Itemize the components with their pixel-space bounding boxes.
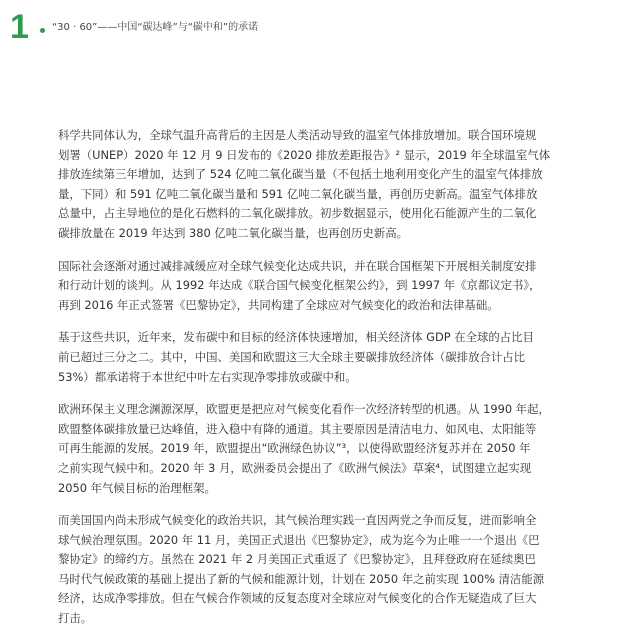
body-text — [58, 126, 590, 642]
text-line: 国际社会逐渐对通过减排减缓应对全球气候变化达成共识，并在联合国框架下开展相关制度安排 — [58, 258, 537, 273]
header-bullet-dot — [40, 28, 45, 33]
text-line: 排放连续第三年增加，达到了 524 亿吨二氧化碳当量（不包括土地利用变化产生的温室气体排放 — [58, 167, 543, 182]
text-line: 53%）都承诺将于本世纪中叶左右实现净零排放或碳中和。 — [58, 369, 357, 384]
text-line: 欧盟整体碳排放量已达峰值，进入稳中有降的通道。其主要原因是清洁电力、如风电、太阳能等 — [58, 421, 537, 436]
paragraph — [58, 400, 590, 498]
text-line: 量，下同）和 591 亿吨二氧化碳当量和 591 亿吨二氧化碳当量，再创历史新高。温室气体排放 — [58, 186, 538, 201]
text-line: 打击。 — [58, 611, 93, 626]
chapter-number: 1 — [10, 8, 29, 46]
paragraph — [58, 126, 590, 244]
paragraph — [58, 257, 590, 316]
text-line: 黎协定》的缔约方。虽然在 2021 年 2 月美国正式重返了《巴黎协定》，且拜登政府在延续奥巴 — [58, 552, 536, 567]
paragraph — [58, 328, 590, 387]
text-line: 划署（UNEP）2020 年 12 月 9 日发布的《2020 排放差距报告》² 显示，2019 年全球温室气体 — [58, 147, 551, 162]
text-line: 之前实现气候中和。2020 年 3 月，欧洲委员会提出了《欧洲气候法》草案⁴，试图建立起实现 — [58, 460, 532, 475]
page-header — [0, 0, 640, 56]
text-line: 总量中，占主导地位的是化石燃料的二氧化碳排放。初步数据显示，使用化石能源产生的二氧化 — [58, 206, 537, 221]
text-line: 可再生能源的发展。2019 年，欧盟提出“欧洲绿色协议”³，以使得欧盟经济复苏并在 2050 年 — [58, 441, 531, 456]
text-line: 而美国国内尚未形成气候变化的政治共识，其气候治理实践一直因两党之争而反复，进而影响全 — [58, 513, 537, 528]
text-line: 前已超过三分之二。其中，中国、美国和欧盟这三大全球主要碳排放经济体（碳排放合计占比 — [58, 349, 526, 364]
text-line: 欧洲环保主义理念渊源深厚，欧盟更是把应对气候变化看作一次经济转型的机遇。从 1990 年起， — [58, 402, 550, 417]
paragraph — [58, 511, 590, 629]
text-line: 科学共同体认为，全球气温升高背后的主因是人类活动导致的温室气体排放增加。联合国环境规 — [58, 128, 537, 142]
text-line: 球气候治理氛围。2020 年 11 月，美国正式退出《巴黎协定》，成为迄今为止唯一一个退出《巴 — [58, 532, 540, 547]
header-title: “30 · 60”——中国“碳达峰”与“碳中和”的承诺 — [52, 22, 259, 33]
text-line: 经济，达成净零排放。但在气候合作领域的反复态度对全球应对气候变化的合作无疑造成了巨大 — [58, 591, 537, 606]
text-line: 马时代气候政策的基础上提出了新的气候和能源计划，计划在 2050 年之前实现 100% 清洁能源 — [58, 571, 545, 586]
text-line: 碳排放量在 2019 年达到 380 亿吨二氧化碳当量，也再创历史新高。 — [58, 225, 408, 240]
text-line: 再到 2016 年正式签署《巴黎协定》，共同构建了全球应对气候变化的政治和法律基础。 — [58, 297, 499, 312]
text-line: 基于这些共识，近年来，发布碳中和目标的经济体快速增加，相关经济体 GDP 在全球的占比目 — [58, 330, 534, 345]
text-line: 2050 年气候目标的治理框架。 — [58, 480, 216, 495]
text-line: 和行动计划的谈判。从 1992 年达成《联合国气候变化框架公约》，到 1997 年《京都议定书》， — [58, 278, 541, 293]
